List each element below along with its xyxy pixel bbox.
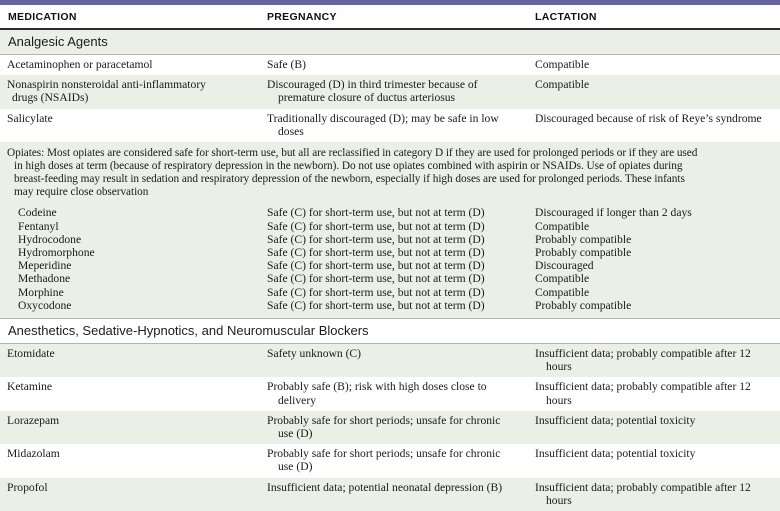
pregnancy-cell: Safe (C) for short-term use, but not at term (D) [267,298,485,312]
cell-line: hours [546,393,572,407]
medication-cell: Fentanyl [18,219,59,233]
pregnancy-cell [267,112,535,138]
medication-row [0,411,780,444]
medication-cell: Hydromorphone [18,246,95,259]
cell-line: use (D) [278,460,313,474]
cell-line: premature closure of ductus arteriosus [278,91,456,105]
pregnancy-cell [267,447,535,473]
medication-row [0,75,780,108]
pregnancy-cell: Safe (C) for short-term use, but not at term (D) [267,272,485,286]
pregnancy-cell: Safe (C) for short-term use, but not at term (D) [267,206,485,220]
pregnancy-cell [267,58,535,71]
opiate-row [0,206,780,219]
lactation-cell [535,78,780,104]
opiate-row [0,286,780,299]
cell-line: Midazolam [7,447,60,461]
cell-line: Lorazepam [7,413,60,427]
cell-line: Propofol [7,480,48,494]
medication-cell [0,347,267,373]
medication-cell [0,58,267,71]
medication-cell: Codeine [18,206,57,220]
lactation-cell: Discouraged if longer than 2 days [535,206,692,220]
cell-line: doses [278,124,304,138]
medication-cell [0,414,267,440]
cell-line: Acetaminophen or paracetamol [7,58,153,71]
cell-line: Insufficient data; probably compatible after 12 [535,380,751,394]
column-header-lactation: LACTATION [535,11,597,23]
cell-line: Insufficient data; potential neonatal depression (B) [267,480,503,494]
note-line: breast-feeding may result in sedation and respiratory depression of the newborn, especially if high doses are used for prolonged periods. These infants [14,173,685,186]
medication-cell [0,447,267,473]
column-header-medication: MEDICATION [8,11,77,23]
cell-line: Salicylate [7,111,53,125]
cell-line: hours [546,360,572,374]
opiate-row [0,299,780,312]
lactation-cell [535,112,780,138]
cell-line: Safe (B) [267,58,306,71]
medication-cell: Oxycodone [18,298,72,312]
note-line: in high doses at term (because of respiratory depression in the newborn). Do not use opiates combined with aspirin or NSAIDs. Use of opiates during [14,160,683,173]
cell-line: delivery [278,393,316,407]
cell-line: Probably safe for short periods; unsafe for chronic [267,413,501,427]
lactation-cell: Compatible [535,285,590,299]
cell-line: Etomidate [7,347,55,361]
medication-cell [0,112,267,138]
table-body [0,30,780,511]
cell-line: use (D) [278,427,313,441]
note-line: Opiates: Most opiates are considered safe for short-term use, but all are reclassified in category D if they are used for prolonged periods or if they are used [7,147,698,160]
lactation-cell [535,447,780,473]
cell-line: Nonaspirin nonsteroidal anti-inflammatory [7,78,206,92]
medication-cell: Hydrocodone [18,232,82,246]
medication-cell: Methadone [18,272,71,286]
section-title: Anesthetics, Sedative-Hypnotics, and Neuromuscular Blockers [8,323,369,339]
cell-line: Discouraged (D) in third trimester because of [267,78,478,92]
lactation-cell [535,414,780,440]
pregnancy-cell [267,414,535,440]
opiate-row [0,272,780,285]
medication-row [0,478,780,511]
cell-line: Traditionally discouraged (D); may be safe in low [267,111,499,125]
lactation-cell [535,380,780,406]
pregnancy-cell: Safe (C) for short-term use, but not at term (D) [267,246,485,259]
pregnancy-cell: Safe (C) for short-term use, but not at term (D) [267,219,485,233]
pregnancy-cell: Safe (C) for short-term use, but not at term (D) [267,232,485,246]
opiate-row [0,246,780,259]
cell-line: Compatible [535,58,590,71]
cell-line: Insufficient data; potential toxicity [535,447,696,461]
lactation-cell [535,347,780,373]
opiate-row [0,220,780,233]
cell-line: Probably safe for short periods; unsafe for chronic [267,447,501,461]
column-header-pregnancy: PREGNANCY [267,11,337,23]
medication-row [0,344,780,377]
pregnancy-cell [267,347,535,373]
lactation-cell: Discouraged [535,259,594,273]
cell-line: Discouraged because of risk of Reye’s syndrome [535,111,762,125]
lactation-cell: Probably compatible [535,232,632,246]
lactation-cell [535,481,780,507]
section-title: Analgesic Agents [8,34,108,49]
note-line: may require close observation [14,186,149,199]
opiate-list [0,206,780,312]
opiates-note [0,147,780,199]
pregnancy-cell [267,380,535,406]
medication-cell: Morphine [18,285,64,299]
cell-line: Insufficient data; probably compatible after 12 [535,347,751,361]
opiate-row [0,259,780,272]
medication-row [0,109,780,142]
cell-line: Ketamine [7,380,53,394]
lactation-cell: Probably compatible [535,298,632,312]
pregnancy-cell [267,78,535,104]
cell-line: Compatible [535,78,590,92]
medication-cell [0,481,267,507]
lactation-cell: Compatible [535,219,590,233]
cell-line: Safety unknown (C) [267,347,362,361]
medication-cell: Meperidine [18,259,72,273]
lactation-cell: Probably compatible [535,246,632,259]
opiate-row [0,233,780,246]
section-header [0,318,780,344]
section-header [0,30,780,55]
pregnancy-cell: Safe (C) for short-term use, but not at term (D) [267,259,485,273]
lactation-cell: Compatible [535,272,590,286]
medication-cell [0,380,267,406]
pregnancy-cell [267,481,535,507]
medication-row [0,377,780,410]
cell-line: hours [546,493,572,507]
medication-row [0,444,780,477]
cell-line: drugs (NSAIDs) [12,91,89,105]
opiates-group-row [0,142,780,318]
pregnancy-cell: Safe (C) for short-term use, but not at term (D) [267,285,485,299]
lactation-cell [535,58,780,71]
medication-cell [0,78,267,104]
table-header-row [0,5,780,30]
cell-line: Insufficient data; potential toxicity [535,413,696,427]
cell-line: Probably safe (B); risk with high doses close to [267,380,487,394]
medication-row [0,55,780,75]
cell-line: Insufficient data; probably compatible after 12 [535,480,751,494]
